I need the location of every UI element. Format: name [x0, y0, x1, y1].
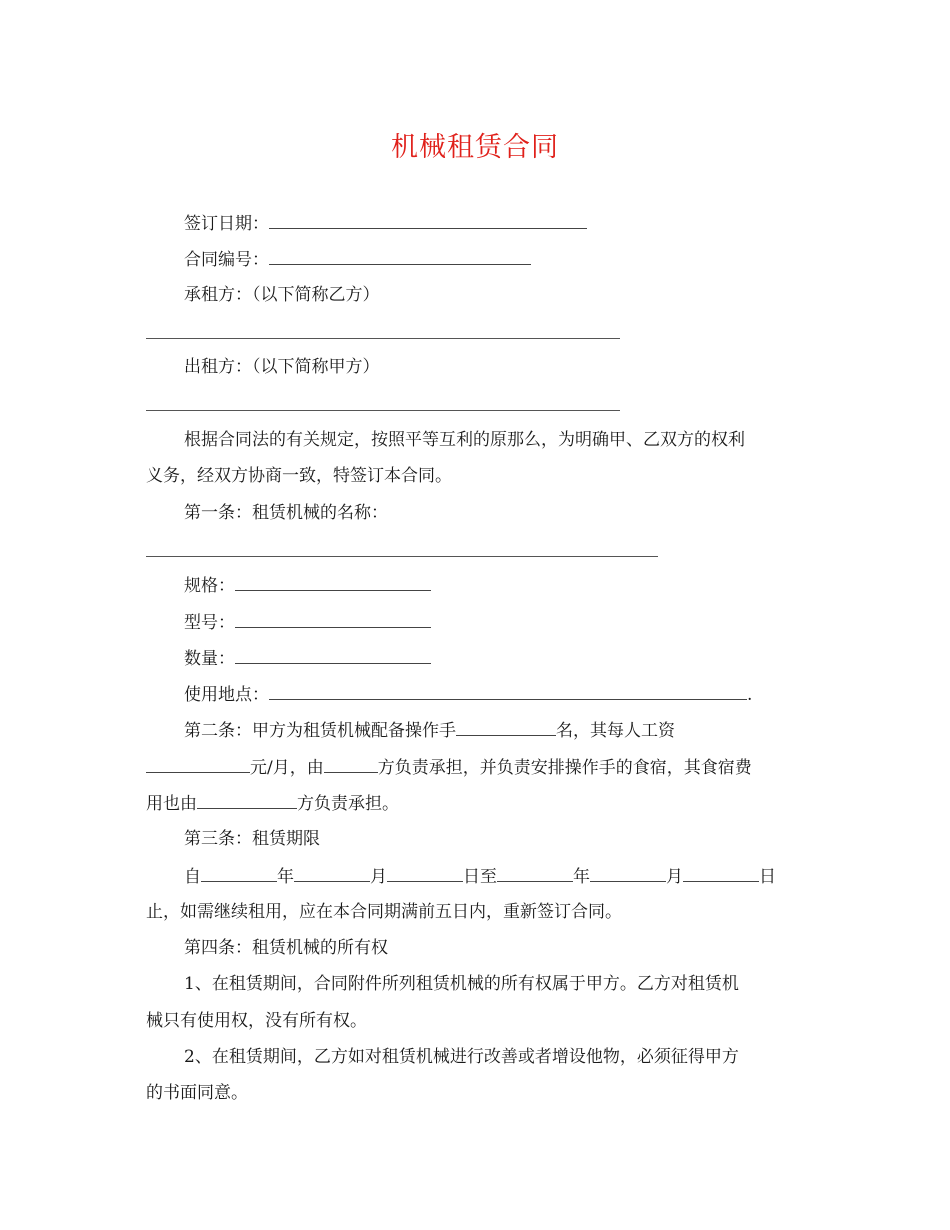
- location-row: [0, 682, 950, 707]
- spec-blank[interactable]: [235, 573, 431, 591]
- article-2-text-f: 方负责承担。: [297, 794, 399, 814]
- article-2-text-d: 方负责承担，并负责安排操作手的食宿，其食宿费: [377, 758, 752, 778]
- wage-party-blank[interactable]: [324, 755, 378, 773]
- wage-blank[interactable]: [146, 755, 250, 773]
- end-year-blank[interactable]: [497, 864, 573, 882]
- article-3-heading: 第三条：租赁期限: [184, 829, 320, 849]
- quantity-row: [0, 646, 950, 671]
- start-year-blank[interactable]: [201, 864, 277, 882]
- location-end: .: [747, 685, 753, 705]
- from-label: 自: [184, 867, 201, 887]
- quantity-blank[interactable]: [235, 646, 431, 664]
- article-1-heading: 第一条：租赁机械的名称：: [184, 503, 388, 523]
- operator-count-blank[interactable]: [456, 718, 556, 736]
- article-4-heading: 第四条：租赁机械的所有权: [184, 938, 388, 958]
- spec-label: 规格：: [184, 576, 235, 596]
- article-2-text-c: 元/月，由: [250, 758, 324, 778]
- article-4-p2-line-2: 的书面同意。: [146, 1083, 248, 1103]
- contract-no-label: 合同编号：: [184, 250, 269, 270]
- location-label: 使用地点：: [184, 685, 269, 705]
- lessor-blank-line[interactable]: [146, 410, 620, 411]
- lessee-blank-line[interactable]: [146, 338, 620, 339]
- start-year-label: 年: [277, 867, 294, 887]
- model-label: 型号：: [184, 613, 235, 633]
- intro-line-1: 根据合同法的有关规定，按照平等互利的原那么，为明确甲、乙双方的权利: [184, 430, 745, 450]
- article-4-p1-line-1: 1、在租赁期间，合同附件所列租赁机械的所有权属于甲方。乙方对租赁机: [184, 974, 739, 994]
- end-month-blank[interactable]: [590, 864, 666, 882]
- start-month-label: 月: [370, 867, 387, 887]
- lessor-row: [0, 355, 950, 379]
- lessee-label: 承租方：（以下简称乙方）: [184, 285, 380, 305]
- end-day-label: 日: [759, 867, 776, 887]
- sign-date-row: [0, 211, 950, 236]
- contract-no-blank[interactable]: [269, 247, 531, 265]
- article-4-p1-line-2: 械只有使用权，没有所有权。: [146, 1011, 367, 1031]
- article-2-line-1: [0, 718, 950, 743]
- article-2-text-e: 用也由: [146, 794, 197, 814]
- article-2-line-2: [0, 755, 950, 780]
- spec-row: [0, 573, 950, 598]
- start-day-to-label: 日至: [463, 867, 497, 887]
- sign-date-blank[interactable]: [269, 211, 587, 229]
- machine-name-blank-line[interactable]: [146, 556, 658, 557]
- lodging-party-blank[interactable]: [197, 791, 297, 809]
- start-day-blank[interactable]: [387, 864, 463, 882]
- intro-line-2: 义务，经双方协商一致，特签订本合同。: [146, 466, 452, 486]
- quantity-label: 数量：: [184, 649, 235, 669]
- end-year-label: 年: [573, 867, 590, 887]
- lessee-row: [0, 283, 950, 307]
- location-blank[interactable]: [269, 682, 747, 700]
- article-3-line-1: [0, 864, 950, 889]
- article-2-text-a: 第二条：甲方为租赁机械配备操作手: [184, 721, 456, 741]
- article-3-line-2: 止，如需继续租用，应在本合同期满前五日内，重新签订合同。: [146, 902, 622, 922]
- contract-no-row: [0, 247, 950, 272]
- model-blank[interactable]: [235, 610, 431, 628]
- model-row: [0, 610, 950, 635]
- start-month-blank[interactable]: [294, 864, 370, 882]
- sign-date-label: 签订日期：: [184, 214, 269, 234]
- document-title: 机械租赁合同: [391, 132, 559, 163]
- lessor-label: 出租方：（以下简称甲方）: [184, 357, 380, 377]
- article-2-line-3: [0, 791, 950, 816]
- article-2-text-b: 名，其每人工资: [556, 721, 675, 741]
- article-4-p2-line-1: 2、在租赁期间，乙方如对租赁机械进行改善或者增设他物，必须征得甲方: [184, 1047, 739, 1067]
- end-month-label: 月: [666, 867, 683, 887]
- end-day-blank[interactable]: [683, 864, 759, 882]
